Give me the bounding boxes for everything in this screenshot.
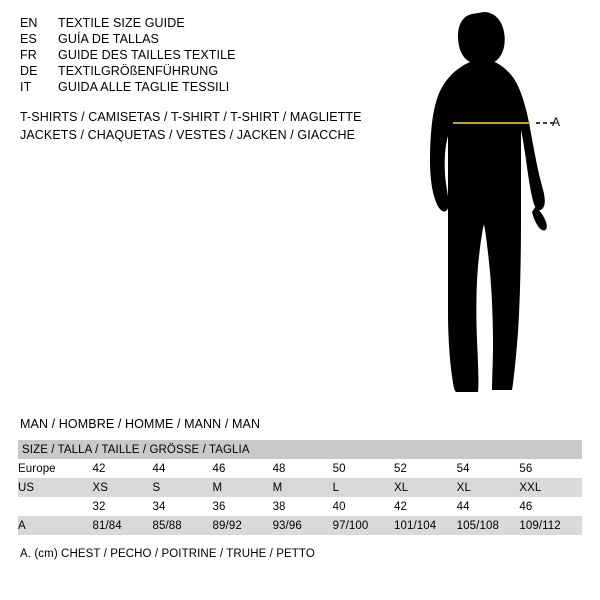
male-silhouette-figure xyxy=(400,10,590,400)
cell-value: 56 xyxy=(519,459,582,478)
language-code: FR xyxy=(20,48,37,62)
cell-value: XS xyxy=(92,478,152,497)
language-code: IT xyxy=(20,80,32,94)
row-label: US xyxy=(18,478,92,497)
cell-value: 36 xyxy=(213,497,273,516)
cell-value: 42 xyxy=(92,459,152,478)
cell-value: XXL xyxy=(519,478,582,497)
cell-value: 54 xyxy=(457,459,520,478)
cell-value: 93/96 xyxy=(273,516,333,535)
cell-value: 34 xyxy=(153,497,213,516)
language-row xyxy=(20,48,400,64)
language-text: GUÍA DE TALLAS xyxy=(58,32,159,46)
language-code: DE xyxy=(20,64,38,78)
table-row xyxy=(18,459,582,478)
table-row xyxy=(18,478,582,497)
cell-value: S xyxy=(153,478,213,497)
cell-value: L xyxy=(333,478,394,497)
cell-value: 52 xyxy=(394,459,457,478)
cell-value: 97/100 xyxy=(333,516,394,535)
language-text: GUIDA ALLE TAGLIE TESSILI xyxy=(58,80,230,94)
language-row xyxy=(20,32,400,48)
language-row xyxy=(20,64,400,80)
cell-value: 46 xyxy=(213,459,273,478)
table-row xyxy=(18,516,582,535)
cell-value: 46 xyxy=(519,497,582,516)
cell-value: 105/108 xyxy=(457,516,520,535)
cell-value: 40 xyxy=(333,497,394,516)
cell-value: 44 xyxy=(153,459,213,478)
cell-value: 85/88 xyxy=(153,516,213,535)
category-line-tshirts: T-SHIRTS / CAMISETAS / T-SHIRT / T-SHIRT / MAGLIETTE xyxy=(20,110,362,124)
row-label xyxy=(18,497,92,516)
category-line-jackets: JACKETS / CHAQUETAS / VESTES / JACKEN / GIACCHE xyxy=(20,128,356,142)
table-group-title: MAN / HOMBRE / HOMME / MANN / MAN xyxy=(20,417,261,431)
cell-value: M xyxy=(273,478,333,497)
language-header-block xyxy=(20,16,400,96)
row-label: Europe xyxy=(18,459,92,478)
cell-value: XL xyxy=(394,478,457,497)
language-text: GUIDE DES TAILLES TEXTILE xyxy=(58,48,236,62)
silhouette-svg xyxy=(400,10,590,400)
language-code: EN xyxy=(20,16,38,30)
cell-value: XL xyxy=(457,478,520,497)
table-row xyxy=(18,497,582,516)
cell-value: 101/104 xyxy=(394,516,457,535)
row-label: A xyxy=(18,516,92,535)
cell-value: M xyxy=(213,478,273,497)
cell-value: 32 xyxy=(92,497,152,516)
cell-value: 50 xyxy=(333,459,394,478)
table-header-label: SIZE / TALLA / TAILLE / GRÖSSE / TAGLIA xyxy=(18,440,582,459)
cell-value: 38 xyxy=(273,497,333,516)
cell-value: 48 xyxy=(273,459,333,478)
cell-value: 109/112 xyxy=(519,516,582,535)
footnote-chest-measure: A. (cm) CHEST / PECHO / POITRINE / TRUHE / PETTO xyxy=(20,548,315,560)
cell-value: 81/84 xyxy=(92,516,152,535)
cell-value: 89/92 xyxy=(213,516,273,535)
language-text: TEXTILGRÖßENFÜHRUNG xyxy=(58,64,219,78)
language-row xyxy=(20,80,400,96)
size-table xyxy=(18,440,582,535)
language-code: ES xyxy=(20,32,37,46)
language-row xyxy=(20,16,400,32)
cell-value: 44 xyxy=(457,497,520,516)
cell-value: 42 xyxy=(394,497,457,516)
category-block xyxy=(20,110,420,146)
language-text: TEXTILE SIZE GUIDE xyxy=(58,16,185,30)
table-header-row xyxy=(18,440,582,459)
measure-label-a: A xyxy=(552,115,561,129)
